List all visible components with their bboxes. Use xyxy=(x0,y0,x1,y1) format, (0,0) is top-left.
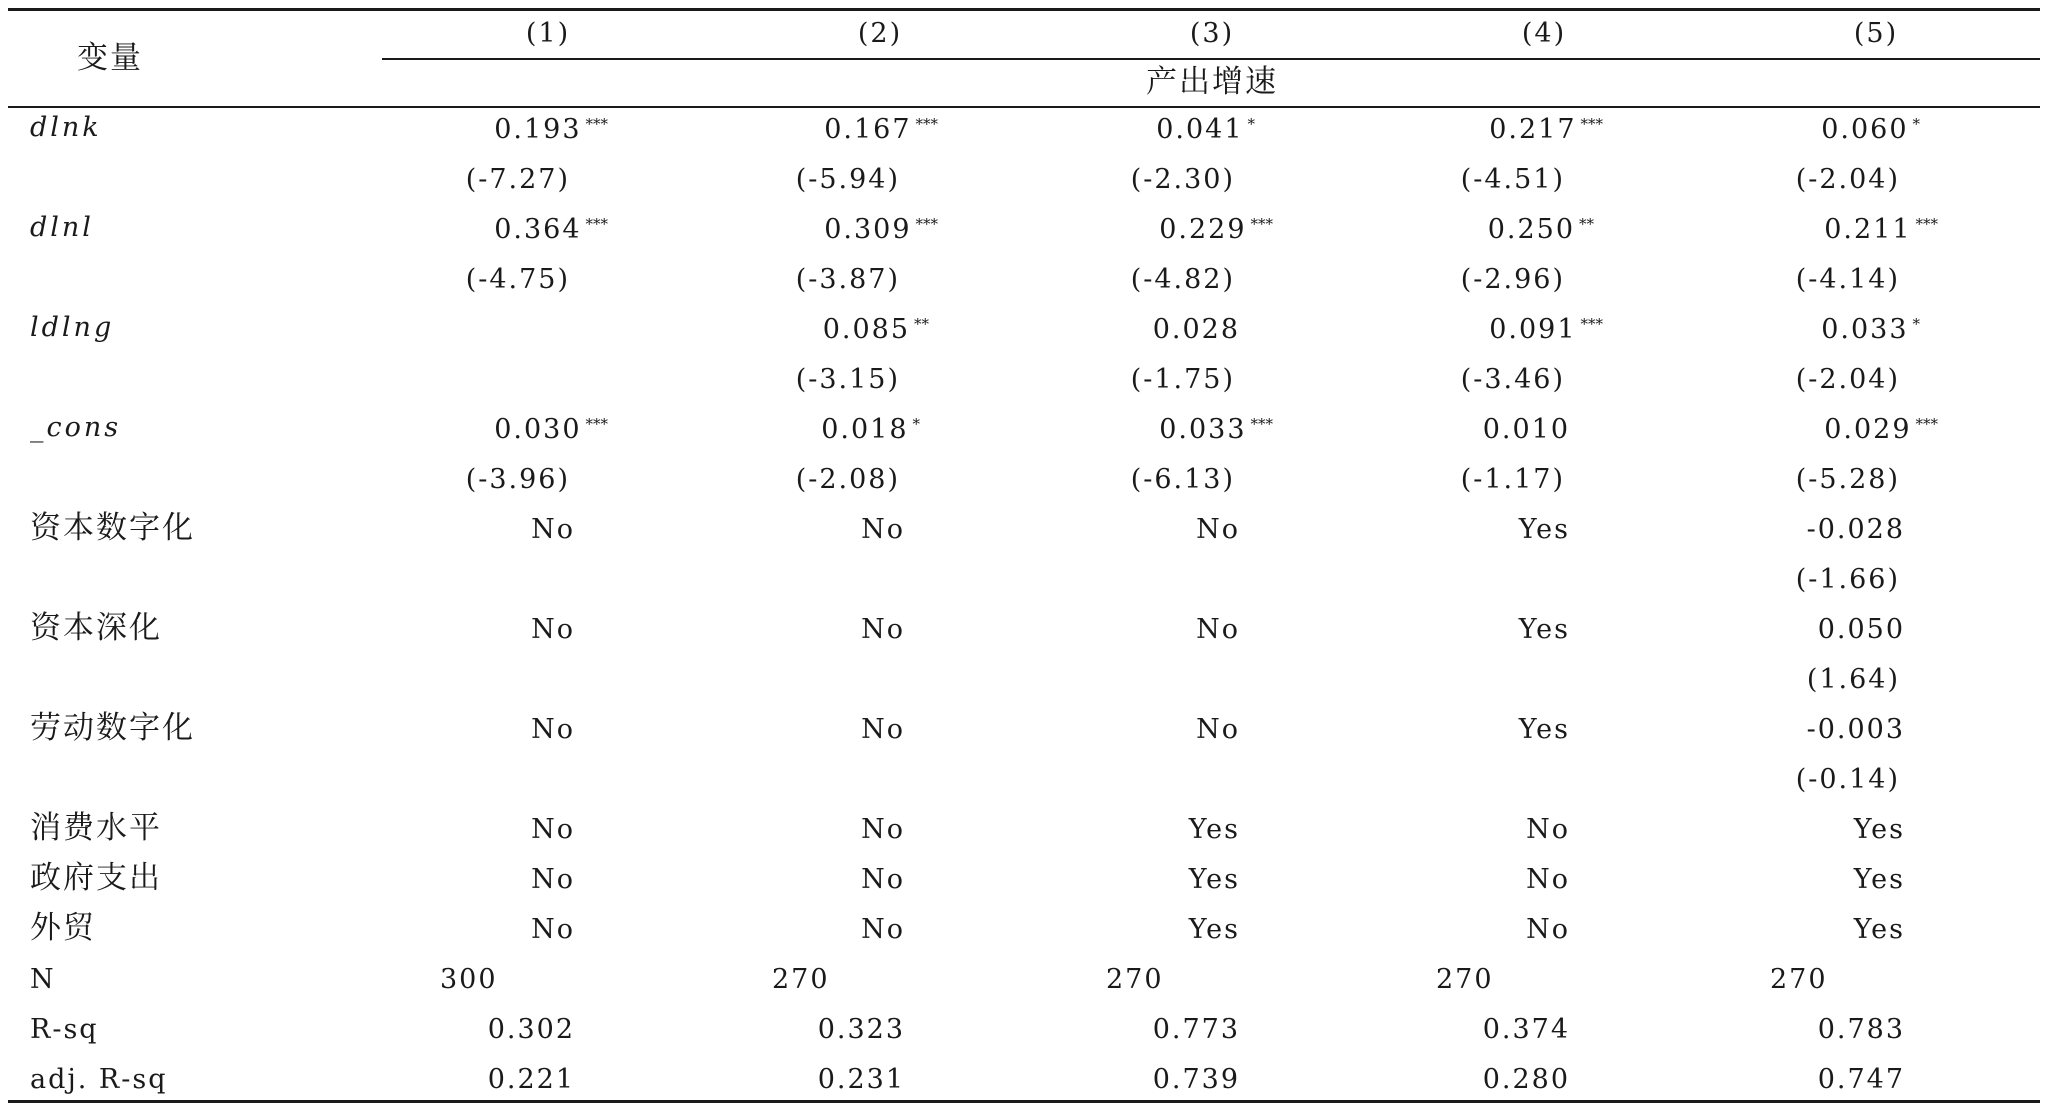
significance-stars: ** xyxy=(1579,215,1594,233)
coefficient-value: 0.033 xyxy=(1821,314,1909,345)
row-label: 政府支出 xyxy=(30,860,162,896)
significance-stars: *** xyxy=(1915,215,1938,233)
coefficient-value: 300 xyxy=(440,964,498,995)
coefficient-cell xyxy=(308,412,608,448)
coefficient-value: 0.010 xyxy=(1482,414,1570,445)
coefficient-cell xyxy=(940,312,1240,348)
coefficient-value: No xyxy=(531,714,575,745)
coefficient-value: No xyxy=(531,514,575,545)
coefficient-value: No xyxy=(861,614,905,645)
row-label: R-sq xyxy=(30,1014,99,1045)
coefficient-value: 0.773 xyxy=(1152,1014,1240,1045)
coefficient-value: No xyxy=(1196,514,1240,545)
coefficient-value: 270 xyxy=(772,964,830,995)
coefficient-cell xyxy=(1638,412,1938,448)
column-header-rule xyxy=(382,58,2040,60)
coefficient-value: 0.229 xyxy=(1159,214,1247,245)
coefficient-cell xyxy=(772,962,830,998)
column-header: (3) xyxy=(1189,18,1235,49)
t-stat-cell: (-0.14) xyxy=(1795,764,1900,795)
coefficient-cell xyxy=(940,1012,1240,1048)
significance-stars: *** xyxy=(585,115,608,133)
coefficient-cell xyxy=(1605,1062,1905,1098)
significance-stars: *** xyxy=(1580,315,1603,333)
coefficient-cell xyxy=(605,912,905,948)
coefficient-cell xyxy=(1270,812,1570,848)
coefficient-value: 0.041 xyxy=(1156,114,1244,145)
coefficient-value: No xyxy=(1526,864,1570,895)
row-label: 劳动数字化 xyxy=(30,710,195,746)
coefficient-cell xyxy=(1605,812,1905,848)
coefficient-cell xyxy=(1303,312,1603,348)
coefficient-value: No xyxy=(531,614,575,645)
coefficient-cell xyxy=(275,512,575,548)
coefficient-cell xyxy=(973,212,1273,248)
coefficient-value: Yes xyxy=(1853,914,1905,945)
coefficient-cell xyxy=(638,212,938,248)
t-stat-cell: (-7.27) xyxy=(465,164,570,195)
coefficient-value: 0.747 xyxy=(1817,1064,1905,1095)
significance-stars: * xyxy=(912,415,920,433)
row-label: N xyxy=(30,964,56,995)
coefficient-cell xyxy=(605,862,905,898)
coefficient-cell xyxy=(1605,512,1905,548)
header-bottom-rule xyxy=(8,106,2040,108)
coefficient-cell xyxy=(1303,112,1603,148)
coefficient-cell xyxy=(275,862,575,898)
t-stat-cell: (-6.13) xyxy=(1130,464,1235,495)
t-stat-cell: (-3.46) xyxy=(1460,364,1565,395)
coefficient-cell xyxy=(605,1062,905,1098)
t-stat-cell: (-4.51) xyxy=(1460,164,1565,195)
significance-stars: *** xyxy=(915,215,938,233)
coefficient-cell xyxy=(940,912,1240,948)
column-header: (4) xyxy=(1521,18,1567,49)
coefficient-cell xyxy=(1605,612,1905,648)
coefficient-value: 0.030 xyxy=(494,414,582,445)
row-label: 资本深化 xyxy=(30,610,162,646)
coefficient-value: No xyxy=(1526,814,1570,845)
column-header: (1) xyxy=(525,18,571,49)
coefficient-value: 0.323 xyxy=(817,1014,905,1045)
coefficient-value: No xyxy=(531,814,575,845)
coefficient-cell xyxy=(940,612,1240,648)
dependent-variable-label: 产出增速 xyxy=(1146,64,1278,100)
t-stat-cell: (-2.30) xyxy=(1130,164,1235,195)
coefficient-cell xyxy=(638,112,938,148)
coefficient-value: Yes xyxy=(1853,864,1905,895)
coefficient-value: 0.029 xyxy=(1824,414,1912,445)
coefficient-value: No xyxy=(531,914,575,945)
t-stat-cell: (-4.14) xyxy=(1795,264,1900,295)
significance-stars: *** xyxy=(1250,415,1273,433)
coefficient-cell xyxy=(1106,962,1164,998)
coefficient-cell xyxy=(940,712,1240,748)
coefficient-cell xyxy=(1270,1062,1570,1098)
coefficient-cell xyxy=(973,412,1273,448)
coefficient-value: 270 xyxy=(1770,964,1828,995)
coefficient-cell xyxy=(1436,962,1494,998)
coefficient-cell xyxy=(1605,712,1905,748)
coefficient-value: 270 xyxy=(1436,964,1494,995)
t-stat-cell: (-3.87) xyxy=(795,264,900,295)
coefficient-value: 0.028 xyxy=(1152,314,1240,345)
t-stat-cell: (-5.28) xyxy=(1795,464,1900,495)
coefficient-value: No xyxy=(861,814,905,845)
coefficient-cell xyxy=(629,312,929,348)
coefficient-value: 0.060 xyxy=(1821,114,1909,145)
coefficient-cell xyxy=(940,862,1240,898)
top-rule xyxy=(8,8,2040,11)
coefficient-cell xyxy=(275,912,575,948)
coefficient-cell xyxy=(605,1012,905,1048)
coefficient-cell xyxy=(955,112,1255,148)
coefficient-value: Yes xyxy=(1518,514,1570,545)
coefficient-cell xyxy=(1270,712,1570,748)
coefficient-cell xyxy=(275,612,575,648)
coefficient-cell xyxy=(1605,912,1905,948)
coefficient-cell xyxy=(1270,612,1570,648)
coefficient-cell xyxy=(1270,1012,1570,1048)
coefficient-cell xyxy=(605,812,905,848)
significance-stars: *** xyxy=(915,115,938,133)
row-label: 消费水平 xyxy=(30,810,162,846)
column-header: (5) xyxy=(1853,18,1899,49)
coefficient-value: 270 xyxy=(1106,964,1164,995)
coefficient-value: 0.739 xyxy=(1152,1064,1240,1095)
coefficient-cell xyxy=(940,1062,1240,1098)
coefficient-value: 0.221 xyxy=(487,1064,575,1095)
coefficient-cell xyxy=(940,812,1240,848)
t-stat-cell: (-1.17) xyxy=(1460,464,1565,495)
coefficient-value: No xyxy=(1196,614,1240,645)
bottom-rule xyxy=(8,1100,2040,1103)
coefficient-value: No xyxy=(1196,714,1240,745)
t-stat-cell: (-5.94) xyxy=(795,164,900,195)
significance-stars: * xyxy=(1912,315,1920,333)
significance-stars: *** xyxy=(585,415,608,433)
coefficient-value: Yes xyxy=(1518,614,1570,645)
column-header: (2) xyxy=(857,18,903,49)
coefficient-cell xyxy=(440,962,498,998)
coefficient-value: 0.374 xyxy=(1482,1014,1570,1045)
row-label: dlnl xyxy=(30,212,94,243)
t-stat-cell: (-3.96) xyxy=(465,464,570,495)
coefficient-cell xyxy=(275,1012,575,1048)
coefficient-cell xyxy=(275,712,575,748)
coefficient-value: 0.211 xyxy=(1824,214,1912,245)
t-stat-cell: (-1.75) xyxy=(1130,364,1235,395)
t-stat-cell: (-2.04) xyxy=(1795,164,1900,195)
coefficient-cell xyxy=(1620,312,1920,348)
coefficient-cell xyxy=(605,512,905,548)
row-label: 资本数字化 xyxy=(30,510,195,546)
coefficient-cell xyxy=(1638,212,1938,248)
coefficient-cell xyxy=(940,512,1240,548)
coefficient-value: No xyxy=(861,914,905,945)
coefficient-cell xyxy=(275,1062,575,1098)
row-label: ldlng xyxy=(30,312,115,343)
coefficient-value: No xyxy=(531,864,575,895)
coefficient-cell xyxy=(308,112,608,148)
coefficient-cell xyxy=(620,412,920,448)
coefficient-cell xyxy=(1270,512,1570,548)
coefficient-value: 0.302 xyxy=(487,1014,575,1045)
significance-stars: *** xyxy=(585,215,608,233)
t-stat-cell: (-2.96) xyxy=(1460,264,1565,295)
significance-stars: * xyxy=(1912,115,1920,133)
coefficient-cell xyxy=(605,612,905,648)
coefficient-value: 0.231 xyxy=(817,1064,905,1095)
coefficient-value: No xyxy=(861,714,905,745)
coefficient-value: 0.280 xyxy=(1482,1064,1570,1095)
coefficient-value: Yes xyxy=(1188,814,1240,845)
coefficient-value: Yes xyxy=(1853,814,1905,845)
coefficient-value: 0.250 xyxy=(1487,214,1575,245)
coefficient-value: 0.309 xyxy=(824,214,912,245)
coefficient-value: -0.028 xyxy=(1806,514,1905,545)
row-label: 外贸 xyxy=(30,910,96,946)
coefficient-cell xyxy=(1270,912,1570,948)
coefficient-cell xyxy=(308,212,608,248)
coefficient-cell xyxy=(1605,862,1905,898)
coefficient-value: -0.003 xyxy=(1806,714,1905,745)
significance-stars: *** xyxy=(1250,215,1273,233)
t-stat-cell: (-4.82) xyxy=(1130,264,1235,295)
significance-stars: * xyxy=(1247,115,1255,133)
significance-stars: *** xyxy=(1915,415,1938,433)
coefficient-value: 0.783 xyxy=(1817,1014,1905,1045)
coefficient-cell xyxy=(605,712,905,748)
t-stat-cell: (-1.66) xyxy=(1795,564,1900,595)
row-label: _cons xyxy=(30,412,122,443)
coefficient-value: 0.033 xyxy=(1159,414,1247,445)
coefficient-value: 0.193 xyxy=(494,114,582,145)
coefficient-value: Yes xyxy=(1518,714,1570,745)
coefficient-cell xyxy=(1605,1012,1905,1048)
coefficient-value: Yes xyxy=(1188,914,1240,945)
coefficient-cell xyxy=(1294,212,1594,248)
coefficient-value: 0.085 xyxy=(822,314,910,345)
coefficient-value: No xyxy=(861,514,905,545)
coefficient-value: 0.091 xyxy=(1489,314,1577,345)
coefficient-cell xyxy=(1270,412,1570,448)
coefficient-cell xyxy=(1270,862,1570,898)
t-stat-cell: (1.64) xyxy=(1806,664,1900,695)
coefficient-cell xyxy=(1770,962,1828,998)
coefficient-cell xyxy=(1620,112,1920,148)
coefficient-value: 0.167 xyxy=(824,114,912,145)
t-stat-cell: (-3.15) xyxy=(795,364,900,395)
coefficient-value: No xyxy=(861,864,905,895)
variable-header: 变量 xyxy=(77,40,143,76)
t-stat-cell: (-2.08) xyxy=(795,464,900,495)
coefficient-value: 0.018 xyxy=(821,414,909,445)
significance-stars: *** xyxy=(1580,115,1603,133)
t-stat-cell: (-2.04) xyxy=(1795,364,1900,395)
t-stat-cell: (-4.75) xyxy=(465,264,570,295)
coefficient-value: Yes xyxy=(1188,864,1240,895)
coefficient-cell xyxy=(275,812,575,848)
coefficient-value: 0.364 xyxy=(494,214,582,245)
coefficient-value: No xyxy=(1526,914,1570,945)
significance-stars: ** xyxy=(914,315,929,333)
coefficient-value: 0.050 xyxy=(1817,614,1905,645)
coefficient-value: 0.217 xyxy=(1489,114,1577,145)
row-label: dlnk xyxy=(30,112,102,143)
row-label: adj. R-sq xyxy=(30,1064,168,1095)
